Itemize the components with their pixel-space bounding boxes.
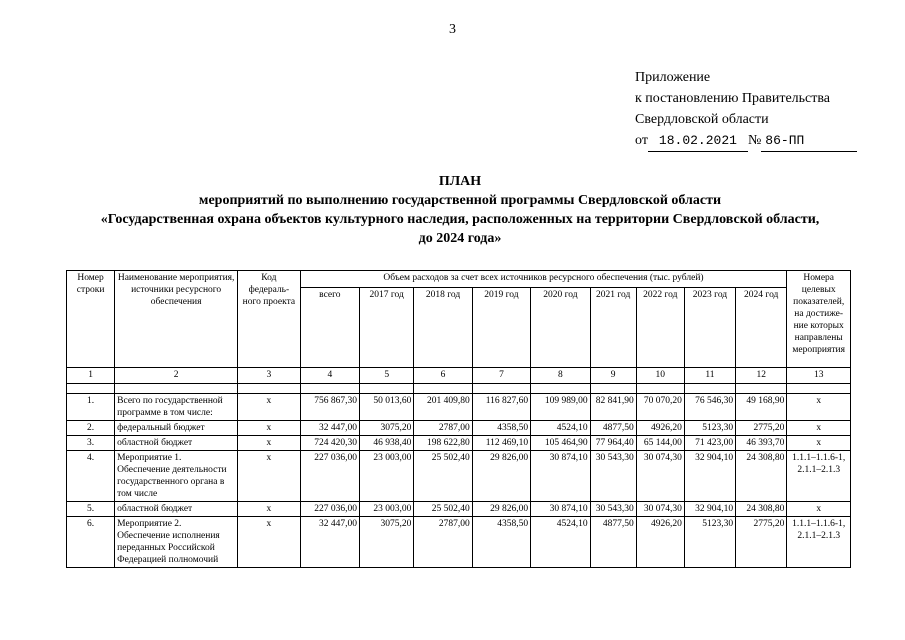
row-2024-cell: 24 308,80 — [736, 451, 787, 502]
row-indicators-cell: 1.1.1–1.1.6-1, 2.1.1–2.1.3 — [787, 517, 851, 568]
row-name-cell: федеральный бюджет — [115, 421, 238, 436]
row-code-cell: х — [238, 421, 301, 436]
row-2018-cell: 2787,00 — [414, 421, 472, 436]
row-2022-cell: 4926,20 — [636, 421, 684, 436]
header-2017: 2017 год — [360, 288, 414, 368]
row-2018-cell: 25 502,40 — [414, 502, 472, 517]
row-2023-cell: 76 546,30 — [684, 394, 735, 421]
header-name: Наименование мероприятия, источники ресурсного обеспечения — [115, 271, 238, 368]
row-2017-cell: 23 003,00 — [360, 502, 414, 517]
row-2020-cell: 30 874,10 — [531, 451, 590, 502]
page-number: 3 — [449, 22, 456, 37]
row-name-cell: Мероприятие 1. Обеспечение деятельности государственного органа в том числе — [115, 451, 238, 502]
row-2024-cell: 24 308,80 — [736, 502, 787, 517]
header-2018: 2018 год — [414, 288, 472, 368]
row-2024-cell: 49 168,90 — [736, 394, 787, 421]
appendix-line-1: Приложение — [635, 70, 711, 85]
row-code-cell: х — [238, 436, 301, 451]
row-2024-cell: 46 393,70 — [736, 436, 787, 451]
row-2023-cell: 71 423,00 — [684, 436, 735, 451]
number-prefix: № — [747, 133, 762, 148]
table-row — [67, 451, 851, 502]
resolution-number: 86-ПП — [761, 130, 857, 152]
row-2018-cell: 25 502,40 — [414, 451, 472, 502]
plan-table — [66, 270, 851, 568]
row-indicators-cell: х — [787, 502, 851, 517]
row-indicators-cell: 1.1.1–1.1.6-1, 2.1.1–2.1.3 — [787, 451, 851, 502]
row-2018-cell: 198 622,80 — [414, 436, 472, 451]
header-2022: 2022 год — [636, 288, 684, 368]
row-name-cell: областной бюджет — [115, 502, 238, 517]
row-2019-cell: 29 826,00 — [472, 502, 530, 517]
column-number-row — [67, 368, 851, 384]
header-row-number: Номер строки — [67, 271, 115, 368]
appendix-line-3: Свердловской области — [635, 112, 769, 127]
row-2021-cell: 30 543,30 — [590, 502, 636, 517]
column-number: 3 — [238, 368, 301, 384]
row-2024-cell: 2775,20 — [736, 517, 787, 568]
column-number: 4 — [300, 368, 359, 384]
row-2017-cell: 23 003,00 — [360, 451, 414, 502]
document-title — [40, 172, 880, 248]
row-2021-cell: 30 543,30 — [590, 451, 636, 502]
row-indicators-cell: х — [787, 421, 851, 436]
spacer-row — [67, 384, 851, 394]
row-2021-cell: 82 841,90 — [590, 394, 636, 421]
row-2020-cell: 30 874,10 — [531, 502, 590, 517]
row-2017-cell: 46 938,40 — [360, 436, 414, 451]
header-2020: 2020 год — [531, 288, 590, 368]
column-number: 1 — [67, 368, 115, 384]
row-2017-cell: 50 013,60 — [360, 394, 414, 421]
row-number-cell: 3. — [67, 436, 115, 451]
date-prefix: от — [635, 133, 648, 148]
header-2019: 2019 год — [472, 288, 530, 368]
title-line-1: ПЛАН — [438, 174, 482, 189]
resolution-date: 18.02.2021 — [648, 130, 748, 152]
row-number-cell: 2. — [67, 421, 115, 436]
row-code-cell: х — [238, 394, 301, 421]
row-2021-cell: 4877,50 — [590, 517, 636, 568]
row-2019-cell: 4358,50 — [472, 517, 530, 568]
table-row — [67, 502, 851, 517]
row-code-cell: х — [238, 517, 301, 568]
row-2018-cell: 201 409,80 — [414, 394, 472, 421]
row-2023-cell: 32 904,10 — [684, 502, 735, 517]
row-2022-cell: 70 070,20 — [636, 394, 684, 421]
title-line-3: «Государственная охрана объектов культурного наследия, расположенных на территории Свердловской области, — [100, 212, 820, 227]
row-2020-cell: 105 464,90 — [531, 436, 590, 451]
row-2022-cell: 4926,20 — [636, 517, 684, 568]
appendix-date-line — [635, 130, 857, 152]
row-2018-cell: 2787,00 — [414, 517, 472, 568]
row-2024-cell: 2775,20 — [736, 421, 787, 436]
row-total-cell: 227 036,00 — [300, 502, 359, 517]
column-number: 5 — [360, 368, 414, 384]
row-2017-cell: 3075,20 — [360, 421, 414, 436]
row-2021-cell: 4877,50 — [590, 421, 636, 436]
row-name-cell: Мероприятие 2. Обеспечение исполнения переданных Российской Федерацией полномочий — [115, 517, 238, 568]
header-volume: Объем расходов за счет всех источников ресурсного обеспечения (тыс. рублей) — [300, 271, 787, 288]
title-line-4: до 2024 года» — [418, 231, 502, 246]
row-2023-cell: 32 904,10 — [684, 451, 735, 502]
row-2019-cell: 112 469,10 — [472, 436, 530, 451]
column-number: 2 — [115, 368, 238, 384]
header-indicators: Номера целевых показателей, на достиже-ние которых направлены мероприятия — [787, 271, 851, 368]
table-row — [67, 394, 851, 421]
header-code: Код федераль-ного проекта — [238, 271, 301, 368]
row-total-cell: 724 420,30 — [300, 436, 359, 451]
header-row-1 — [67, 271, 851, 288]
title-line-2: мероприятий по выполнению государственной программы Свердловской области — [198, 193, 722, 208]
table-row — [67, 517, 851, 568]
row-indicators-cell: х — [787, 436, 851, 451]
row-indicators-cell: х — [787, 394, 851, 421]
row-2022-cell: 65 144,00 — [636, 436, 684, 451]
column-number: 6 — [414, 368, 472, 384]
row-total-cell: 32 447,00 — [300, 421, 359, 436]
row-2023-cell: 5123,30 — [684, 517, 735, 568]
row-2019-cell: 4358,50 — [472, 421, 530, 436]
header-2023: 2023 год — [684, 288, 735, 368]
column-number: 8 — [531, 368, 590, 384]
row-2021-cell: 77 964,40 — [590, 436, 636, 451]
column-number: 13 — [787, 368, 851, 384]
row-2020-cell: 4524,10 — [531, 421, 590, 436]
row-code-cell: х — [238, 451, 301, 502]
column-number: 12 — [736, 368, 787, 384]
header-2024: 2024 год — [736, 288, 787, 368]
row-2022-cell: 30 074,30 — [636, 451, 684, 502]
row-number-cell: 6. — [67, 517, 115, 568]
table-row — [67, 436, 851, 451]
row-total-cell: 227 036,00 — [300, 451, 359, 502]
table-row — [67, 421, 851, 436]
row-2020-cell: 109 989,00 — [531, 394, 590, 421]
column-number: 10 — [636, 368, 684, 384]
header-total: всего — [300, 288, 359, 368]
row-total-cell: 32 447,00 — [300, 517, 359, 568]
column-number: 9 — [590, 368, 636, 384]
row-2019-cell: 116 827,60 — [472, 394, 530, 421]
appendix-line-2: к постановлению Правительства — [635, 91, 831, 106]
row-2023-cell: 5123,30 — [684, 421, 735, 436]
row-code-cell: х — [238, 502, 301, 517]
row-number-cell: 4. — [67, 451, 115, 502]
row-name-cell: Всего по государственной программе в том числе: — [115, 394, 238, 421]
row-2022-cell: 30 074,30 — [636, 502, 684, 517]
row-2020-cell: 4524,10 — [531, 517, 590, 568]
column-number: 11 — [684, 368, 735, 384]
row-2019-cell: 29 826,00 — [472, 451, 530, 502]
row-number-cell: 1. — [67, 394, 115, 421]
row-number-cell: 5. — [67, 502, 115, 517]
row-name-cell: областной бюджет — [115, 436, 238, 451]
row-2017-cell: 3075,20 — [360, 517, 414, 568]
header-2021: 2021 год — [590, 288, 636, 368]
appendix-block — [635, 67, 857, 152]
column-number: 7 — [472, 368, 530, 384]
row-total-cell: 756 867,30 — [300, 394, 359, 421]
